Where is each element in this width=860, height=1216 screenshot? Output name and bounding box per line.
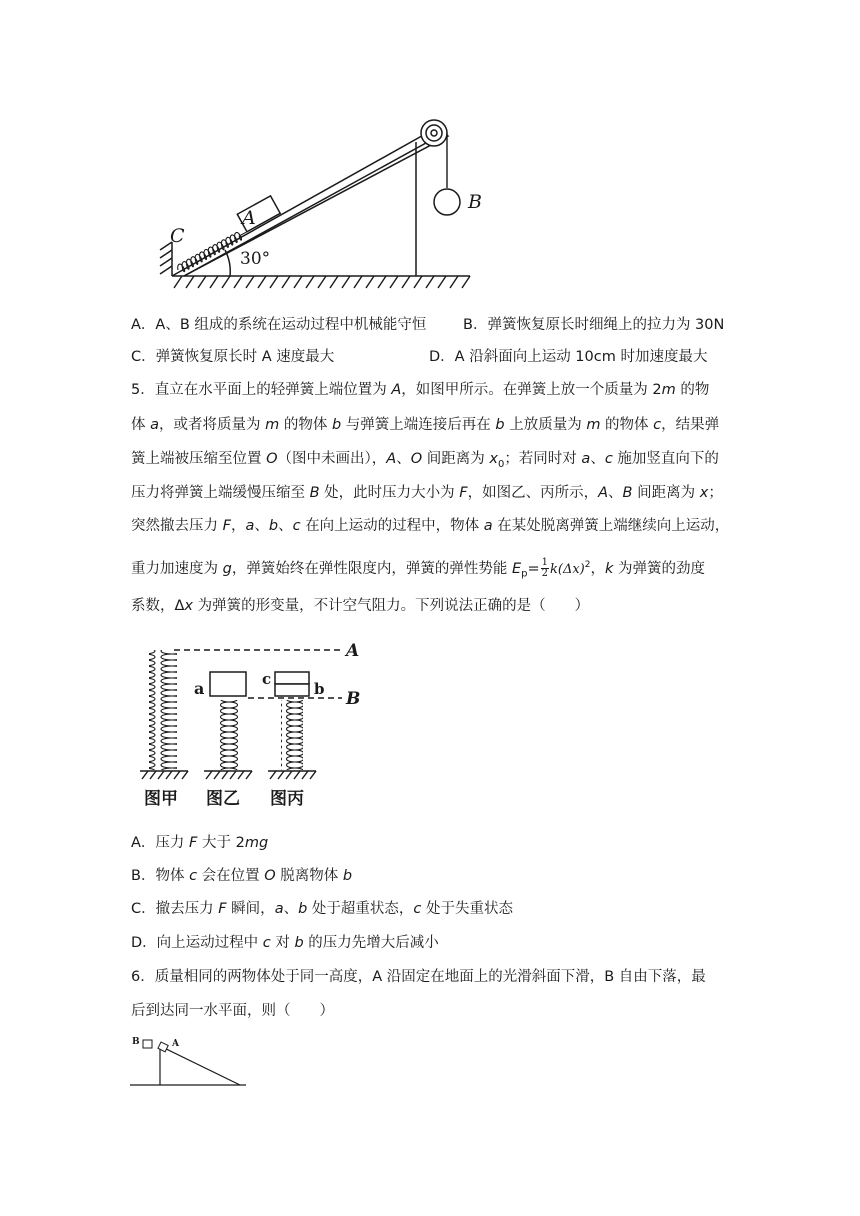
q5-line-2: 体 a，或者将质量为 m 的物体 b 与弹簧上端连接后再在 b 上放质量为 m 的物体 c，结果弹 (131, 417, 720, 433)
q4-option-a: A．A、B 组成的系统在运动过程中机械能守恒 (131, 317, 427, 333)
spring-yi (218, 700, 240, 770)
q5-line-7: 系数，Δx 为弹簧的形变量，不计空气阻力。下列说法正确的是（ ） (131, 598, 590, 614)
label-a-block: a (194, 679, 205, 698)
caption-yi: 图乙 (206, 789, 240, 809)
q5-line-4: 压力将弹簧上端缓慢压缩至 B 处，此时压力大小为 F，如图乙、丙所示，A、B 间距离为 x； (131, 485, 723, 501)
spring (176, 228, 249, 274)
angle-label: 30° (240, 249, 271, 269)
caption-bing: 图丙 (270, 789, 304, 809)
block-b (275, 684, 309, 696)
spring-bing (281, 700, 303, 770)
q5-line-1: 5．直立在水平面上的轻弹簧上端位置为 A，如图甲所示。在弹簧上放一个质量为 2m 的物 (131, 382, 710, 398)
pulley (421, 120, 447, 146)
incline-bottom-edge (184, 132, 446, 276)
ball-b (434, 189, 460, 215)
label-a: A (242, 207, 256, 229)
q4-option-d: D．A 沿斜面向上运动 10cm 时加速度最大 (429, 349, 708, 365)
spring-jia (149, 650, 177, 770)
q4-option-c: C．弹簧恢复原长时 A 速度最大 (131, 349, 335, 365)
label-b-small: B (132, 1037, 140, 1047)
label-c-block: c (262, 670, 272, 688)
q5-line-6: 重力加速度为 g，弹簧始终在弹性限度内，弹簧的弹性势能 $E_p=$ $\frac{1}{2}$ $k(\Delta x)^2$，k 为弹簧的劲度 (131, 557, 705, 580)
label-b: B (468, 191, 482, 213)
label-a-line: A (346, 641, 360, 661)
ground-hatch (172, 276, 470, 288)
formula-fraction: $\frac{1}{2}$ (541, 557, 548, 580)
label-a-small: A (172, 1039, 179, 1049)
incline (160, 1046, 240, 1085)
block-c (275, 672, 309, 684)
block-a (210, 672, 246, 696)
q5-option-a: A．压力 F 大于 2mg (131, 835, 269, 851)
q5-option-b: B．物体 c 会在位置 O 脱离物体 b (131, 868, 353, 884)
caption-jia: 图甲 (144, 789, 178, 809)
label-b-line: B (346, 689, 361, 709)
q5-line-5: 突然撤去压力 F，a、b、c 在向上运动的过程中，物体 a 在某处脱离弹簧上端继续向上运动， (131, 518, 730, 534)
q6-line-1: 6．质量相同的两物体处于同一高度，A 沿固定在地面上的光滑斜面下滑，B 自由下落，最 (131, 969, 706, 985)
q5-line-3: 簧上端被压缩至位置 O（图中未画出），A、O 间距离为 $x_0$；若同时对 a、c 施加竖直向下的 (131, 451, 719, 470)
q6-line-2: 后到达同一水平面，则（ ） (131, 1003, 334, 1019)
label-c: C (170, 225, 185, 247)
q4-option-b: B．弹簧恢复原长时细绳上的拉力为 30N (463, 317, 725, 333)
label-b-block: b (314, 680, 325, 698)
block-b-small (143, 1040, 152, 1048)
incline-small-figure (128, 1030, 250, 1092)
incline-pulley-figure (150, 108, 480, 293)
spring-figures (130, 636, 370, 816)
q5-option-c: C．撤去压力 F 瞬间，a、b 处于超重状态，c 处于失重状态 (131, 901, 513, 917)
q5-option-d: D．向上运动过程中 c 对 b 的压力先增大后减小 (131, 935, 439, 951)
